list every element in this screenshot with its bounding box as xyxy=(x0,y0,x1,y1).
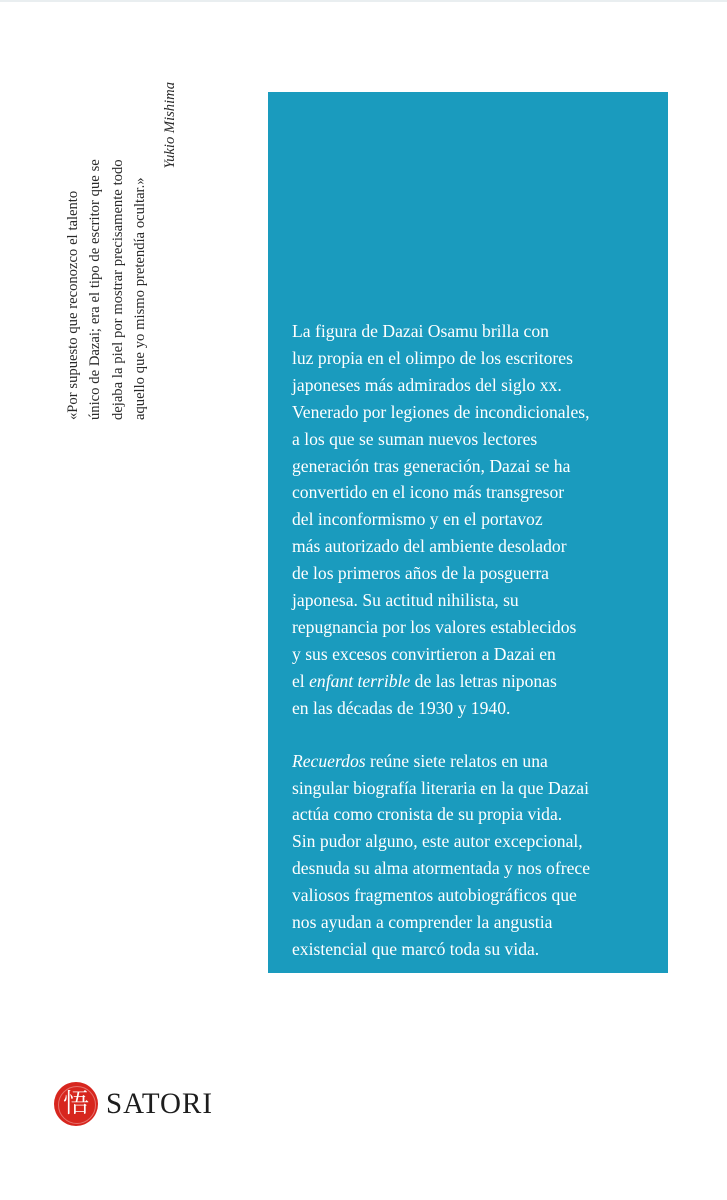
publisher-name: SATORI xyxy=(106,1087,213,1120)
synopsis-line: en las décadas de 1930 y 1940. xyxy=(292,697,511,718)
synopsis-line: nos ayudan a comprender la angustia xyxy=(292,912,553,933)
quote-line: aquello que yo mismo pretendía ocultar.» xyxy=(132,177,149,420)
synopsis-line xyxy=(292,748,652,775)
synopsis-line: repugnancia por los valores establecidos xyxy=(292,616,577,637)
synopsis-italic-title: Recuerdos xyxy=(292,750,366,771)
quote-line: dejaba la piel por mostrar precisamente todo xyxy=(109,159,126,420)
synopsis-line: japoneses más admirados del siglo xx. xyxy=(292,374,562,395)
synopsis-line: Venerado por legiones de incondicionales, xyxy=(292,401,590,422)
synopsis-line: Sin pudor alguno, este autor excepcional, xyxy=(292,831,583,852)
synopsis-line: del inconformismo y en el portavoz xyxy=(292,509,543,530)
rotated-quote xyxy=(62,80,179,420)
quote-author: Yukio Mishima xyxy=(161,82,178,169)
quote-line: «Por supuesto que reconozco el talento xyxy=(65,190,81,420)
quote-line: único de Dazai; era el tipo de escritor que se xyxy=(87,159,104,420)
synopsis-line: japonesa. Su actitud nihilista, su xyxy=(292,590,519,611)
synopsis-italic-title: enfant terrible xyxy=(309,670,411,691)
synopsis-line: La figura de Dazai Osamu brilla con xyxy=(292,321,549,341)
synopsis-line: y sus excesos convirtieron a Dazai en xyxy=(292,643,556,664)
synopsis-line: valiosos fragmentos autobiográficos que xyxy=(292,885,577,906)
quote-text xyxy=(62,80,152,420)
synopsis-line: generación tras generación, Dazai se ha xyxy=(292,455,571,476)
synopsis-line: desnuda su alma atormentada y nos ofrece xyxy=(292,858,591,879)
publisher-logo xyxy=(54,1082,213,1126)
synopsis-line: más autorizado del ambiente desolador xyxy=(292,536,567,557)
synopsis-line: luz propia en el olimpo de los escritores xyxy=(292,347,573,368)
synopsis-run: reúne siete relatos en una xyxy=(365,750,548,771)
synopsis-line xyxy=(292,668,652,695)
synopsis-panel xyxy=(268,92,668,973)
synopsis-run: de las letras niponas xyxy=(410,670,557,691)
synopsis-line: singular biografía literaria en la que Dazai xyxy=(292,777,589,798)
synopsis-text xyxy=(292,318,652,963)
synopsis-line: de los primeros años de la posguerra xyxy=(292,563,549,584)
synopsis-line: convertido en el icono más transgresor xyxy=(292,482,565,503)
synopsis-line: a los que se suman nuevos lectores xyxy=(292,428,538,449)
paragraph-gap xyxy=(292,722,652,748)
seal-icon: 悟 xyxy=(54,1082,98,1126)
top-edge-divider xyxy=(0,0,727,2)
synopsis-line: existencial que marcó toda su vida. xyxy=(292,938,540,959)
synopsis-line: actúa como cronista de su propia vida. xyxy=(292,804,563,825)
synopsis-run: el xyxy=(292,670,310,691)
